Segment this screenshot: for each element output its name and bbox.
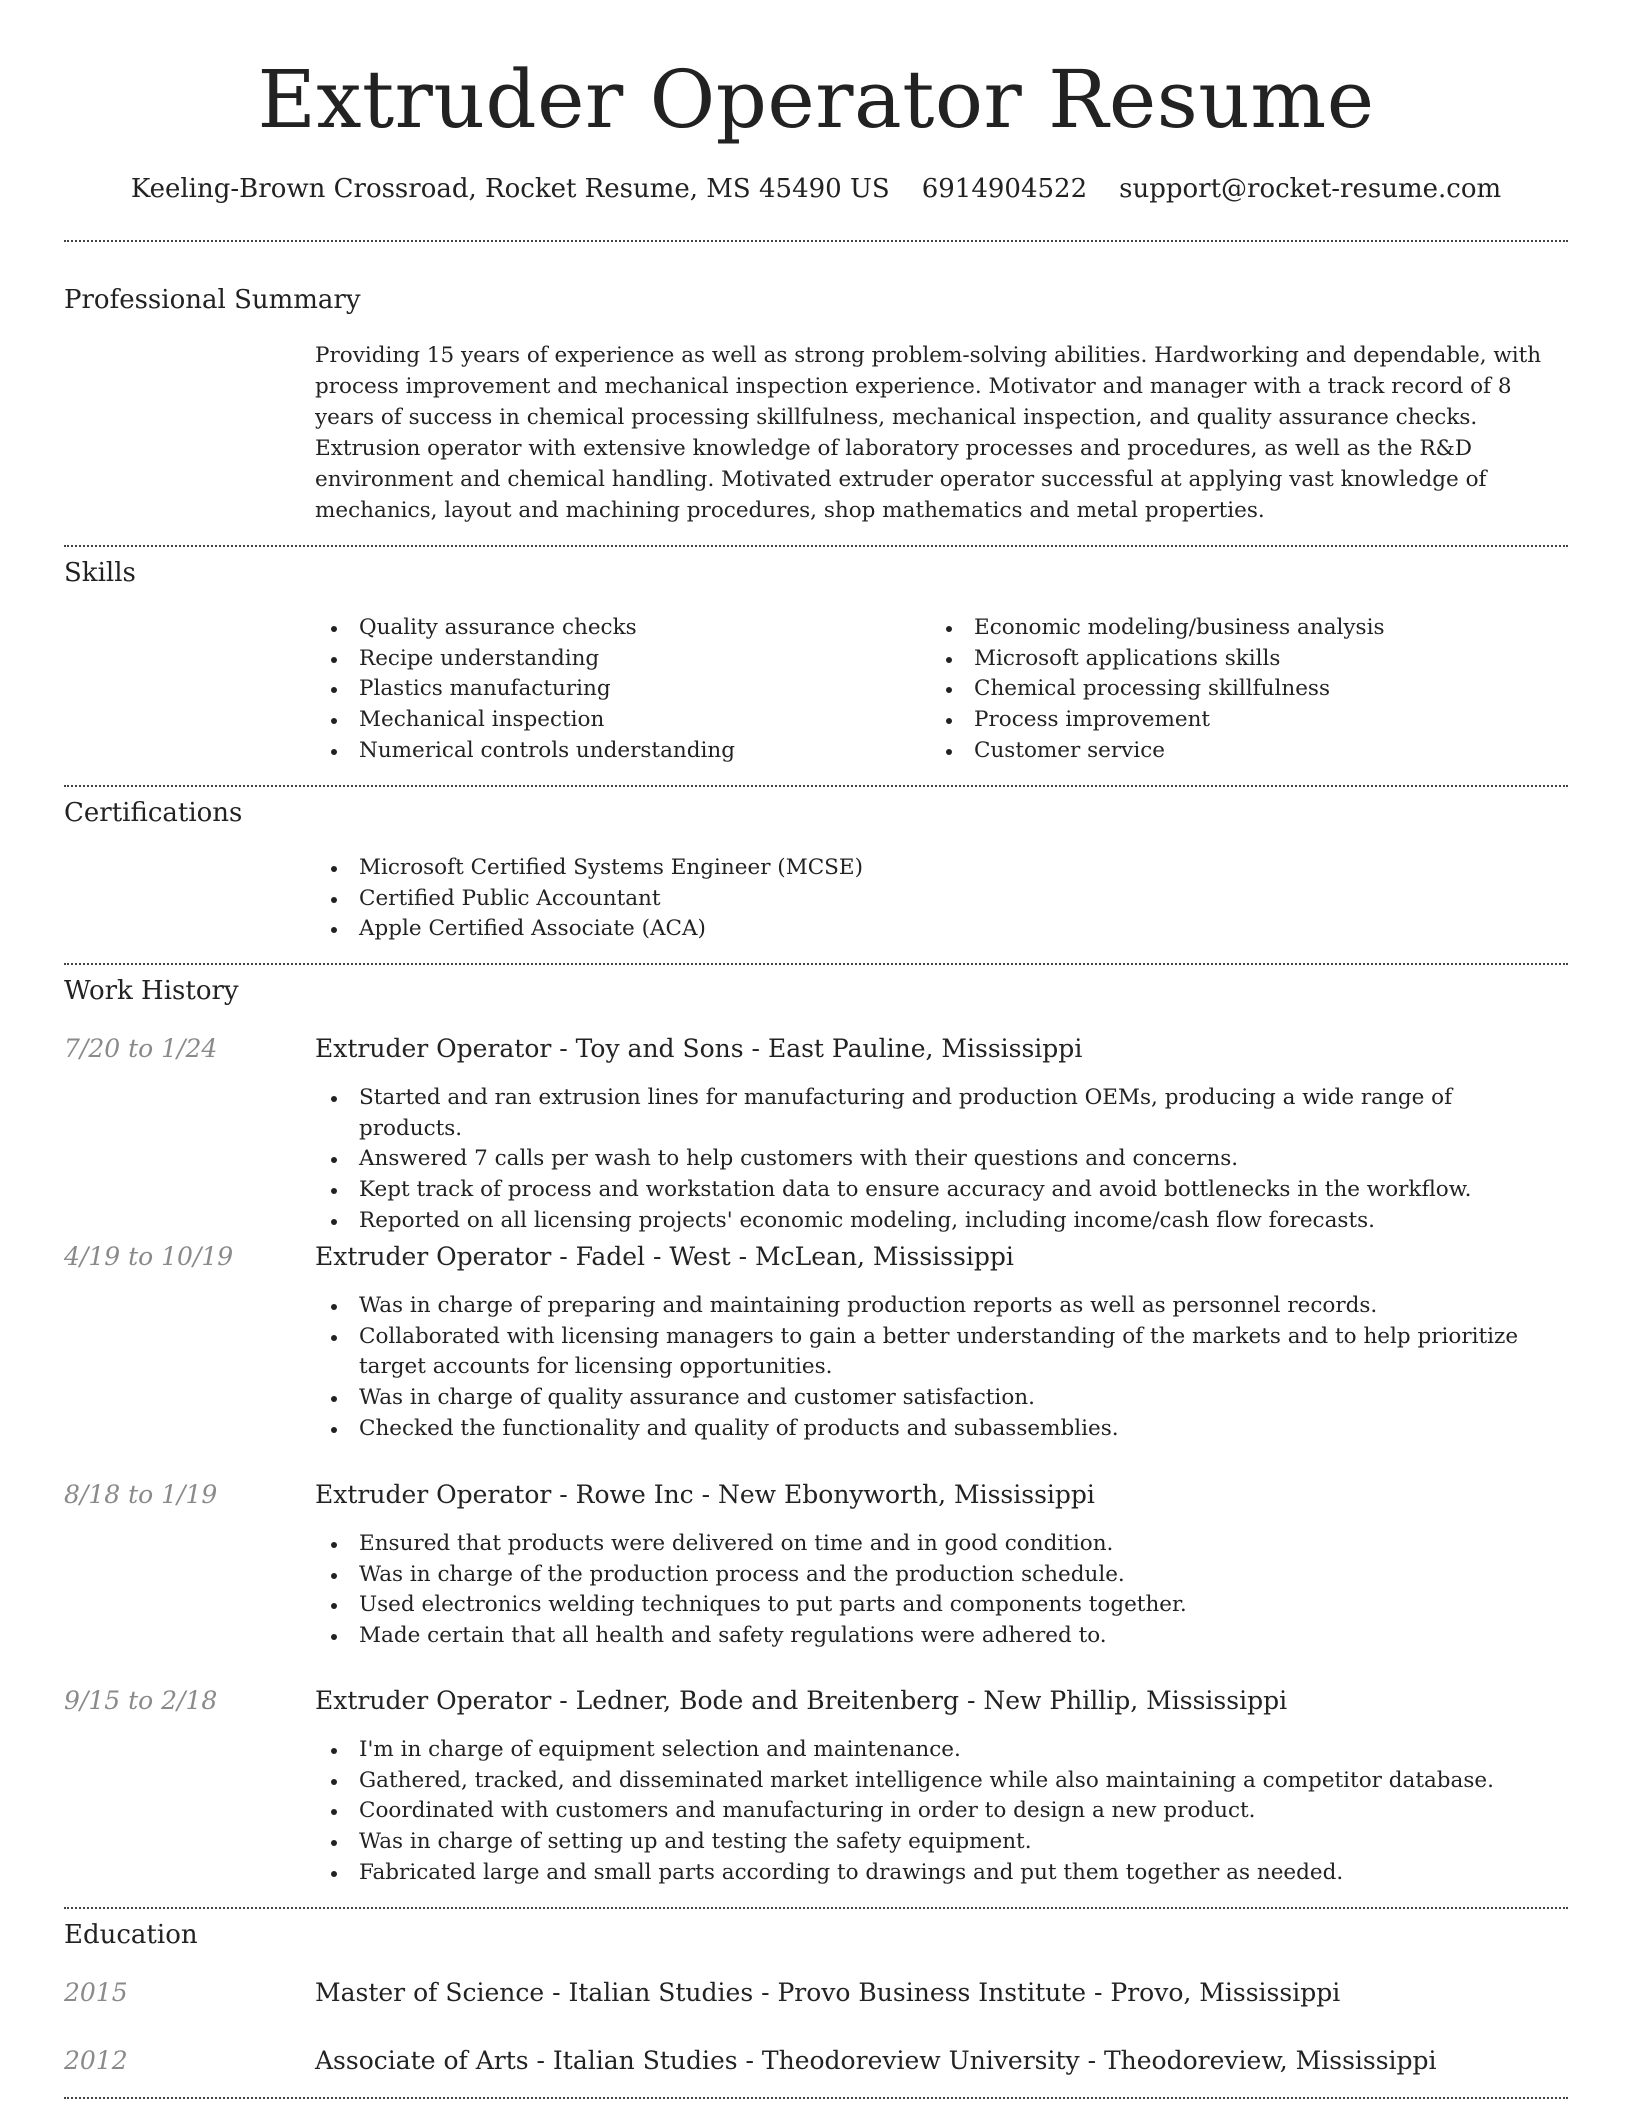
divider bbox=[64, 963, 1568, 965]
skill-item: Quality assurance checks bbox=[315, 613, 915, 644]
job-bullet: Was in charge of quality assurance and customer satisfaction. bbox=[315, 1383, 1555, 1414]
certification-item: Microsoft Certified Systems Engineer (MCSE) bbox=[315, 853, 1555, 884]
job-bullet: Was in charge of preparing and maintaining production reports as well as personnel records. bbox=[315, 1291, 1555, 1322]
skill-item: Numerical controls understanding bbox=[315, 736, 915, 767]
job-bullet: Coordinated with customers and manufacturing in order to design a new product. bbox=[315, 1796, 1555, 1827]
job-dates: 9/15 to 2/18 bbox=[64, 1686, 218, 1715]
certification-item: Certified Public Accountant bbox=[315, 884, 1555, 915]
job-bullet: Reported on all licensing projects' economic modeling, including income/cash flow forecasts. bbox=[315, 1206, 1555, 1237]
job-bullet: Was in charge of the production process and the production schedule. bbox=[315, 1560, 1555, 1591]
job-bullet: Made certain that all health and safety regulations were adhered to. bbox=[315, 1621, 1555, 1652]
job-bullet: Gathered, tracked, and disseminated market intelligence while also maintaining a competitor database. bbox=[315, 1766, 1555, 1797]
job-bullet: Ensured that products were delivered on time and in good condition. bbox=[315, 1529, 1555, 1560]
job-bullet: Kept track of process and workstation data to ensure accuracy and avoid bottlenecks in the workflow. bbox=[315, 1175, 1555, 1206]
summary-text: Providing 15 years of experience as well as strong problem-solving abilities. Hardworking and dependable, with process improvement and mechanical inspection experience. Motivator and manager with a track record of 8 years of success in chemical processing skillfulness, mechanical inspection, and quality assurance checks. Extrusion operator with extensive knowledge of laboratory processes and procedures, as well as the R&D environment and chemical handling. Motivated extruder operator successful at applying vast knowledge of mechanics, layout and machining procedures, shop mathematics and metal properties. bbox=[315, 343, 1542, 523]
job-bullet: Started and ran extrusion lines for manufacturing and production OEMs, producing a wide range of products. bbox=[315, 1083, 1555, 1144]
skill-item: Economic modeling/business analysis bbox=[930, 613, 1550, 644]
certifications-list bbox=[315, 853, 1555, 945]
job-bullet: Used electronics welding techniques to put parts and components together. bbox=[315, 1590, 1555, 1621]
section-heading-certifications: Certifications bbox=[64, 798, 243, 828]
job-bullets bbox=[315, 1735, 1555, 1889]
job-bullets bbox=[315, 1529, 1555, 1652]
job-bullet: Answered 7 calls per wash to help customers with their questions and concerns. bbox=[315, 1144, 1555, 1175]
contact-phone: 6914904522 bbox=[921, 174, 1088, 204]
job-dates: 8/18 to 1/19 bbox=[64, 1480, 218, 1509]
education-year: 2015 bbox=[64, 1978, 128, 2007]
job-title: Extruder Operator - Fadel - West - McLean, Mississippi bbox=[315, 1242, 1014, 1271]
job-bullet: Fabricated large and small parts according to drawings and put them together as needed. bbox=[315, 1858, 1555, 1889]
divider bbox=[64, 240, 1568, 242]
education-degree: Master of Science - Italian Studies - Provo Business Institute - Provo, Mississippi bbox=[315, 1978, 1341, 2007]
certification-item: Apple Certified Associate (ACA) bbox=[315, 914, 1555, 945]
job-dates: 4/19 to 10/19 bbox=[64, 1242, 234, 1271]
skill-item: Microsoft applications skills bbox=[930, 644, 1550, 675]
job-bullet: Was in charge of setting up and testing the safety equipment. bbox=[315, 1827, 1555, 1858]
job-bullets bbox=[315, 1291, 1555, 1445]
job-bullet: Checked the functionality and quality of products and subassemblies. bbox=[315, 1414, 1555, 1445]
job-dates: 7/20 to 1/24 bbox=[64, 1034, 218, 1063]
divider bbox=[64, 545, 1568, 547]
contact-email: support@rocket-resume.com bbox=[1119, 174, 1502, 204]
education-degree: Associate of Arts - Italian Studies - Theodoreview University - Theodoreview, Mississippi bbox=[315, 2046, 1437, 2075]
skill-item: Chemical processing skillfulness bbox=[930, 674, 1550, 705]
skill-item: Process improvement bbox=[930, 705, 1550, 736]
section-heading-summary: Professional Summary bbox=[64, 285, 361, 315]
divider bbox=[64, 785, 1568, 787]
job-title: Extruder Operator - Toy and Sons - East Pauline, Mississippi bbox=[315, 1034, 1083, 1063]
job-title: Extruder Operator - Ledner, Bode and Breitenberg - New Phillip, Mississippi bbox=[315, 1686, 1288, 1715]
skills-list-left bbox=[315, 613, 915, 767]
section-heading-work-history: Work History bbox=[64, 976, 239, 1006]
skill-item: Plastics manufacturing bbox=[315, 674, 915, 705]
job-title: Extruder Operator - Rowe Inc - New Ebonyworth, Mississippi bbox=[315, 1480, 1095, 1509]
job-bullets bbox=[315, 1083, 1555, 1237]
divider bbox=[64, 2097, 1568, 2099]
contact-address: Keeling-Brown Crossroad, Rocket Resume, MS 45490 US bbox=[130, 174, 890, 204]
job-bullet: I'm in charge of equipment selection and maintenance. bbox=[315, 1735, 1555, 1766]
skills-list-right bbox=[930, 613, 1550, 767]
skill-item: Recipe understanding bbox=[315, 644, 915, 675]
section-heading-education: Education bbox=[64, 1920, 198, 1950]
skill-item: Customer service bbox=[930, 736, 1550, 767]
job-bullet: Collaborated with licensing managers to gain a better understanding of the markets and to help prioritize target accounts for licensing opportunities. bbox=[315, 1322, 1555, 1383]
skill-item: Mechanical inspection bbox=[315, 705, 915, 736]
section-heading-skills: Skills bbox=[64, 558, 136, 588]
divider bbox=[64, 1907, 1568, 1909]
contact-line bbox=[0, 172, 1632, 206]
resume-title: Extruder Operator Resume bbox=[257, 53, 1375, 146]
education-year: 2012 bbox=[64, 2046, 128, 2075]
